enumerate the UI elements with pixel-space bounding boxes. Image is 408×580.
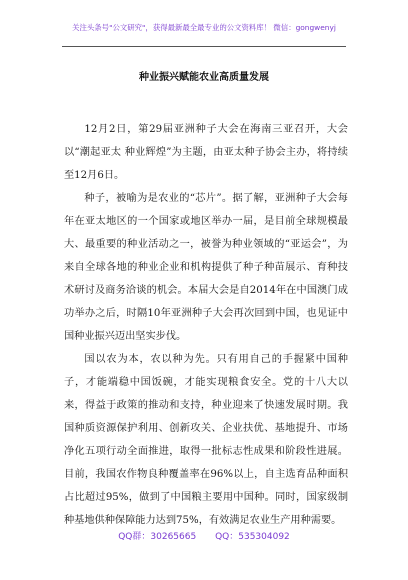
paragraph: 国以农为本，农以种为先。只有用自己的手握紧中国种子，才能端稳中国饭碗，才能实现粮食安全。党的十八大以来，得益于政策的推动和支持，种业迎来了快速发展时期。我国种质资源保护利用、创新攻关、企业扶优、基地提升、市场净化五项行动全面推进，取得一批标志性成果和阶段性进展。目前，我国农作物良种覆盖率在96%以上，自主选育品种面积占比超过95%，做到了中国粮主要用中国种。同时，国家级制种基地供种保障能力达到75%，有效满足农业生产用种需要。 [64, 354, 348, 526]
page-header: 关注头条号"公文研究"，获得最新最全最专业的公文资料库！ 微信：gongwenyj [72, 23, 336, 32]
paragraph: 种子，被喻为是农业的“芯片”。据了解，亚洲种子大会每年在亚太地区的一个国家或地区举办一届，是目前全球规模最大、最重要的种业活动之一，被誉为种业领域的“亚运会”，为来自全球各地的种业企业和机构提供了种子种苗展示、育种技术研讨及商务洽谈的机会。本届大会是自2014年在中国澳门成功举办之后，时隔10年亚洲种子大会再次回到中国，也见证中国种业振兴迈出坚实步伐。 [64, 193, 348, 342]
header-divider [62, 46, 346, 47]
footer-qq: QQ：535304092 [215, 532, 290, 542]
document-body [64, 118, 348, 532]
paragraph: 12月2日，第29届亚洲种子大会在海南三亚召开，大会以“潮起亚太 种业辉煌”为主题，由亚太种子协会主办，将持续至12月6日。 [64, 124, 348, 181]
document-title: 种业振兴赋能农业高质量发展 [139, 72, 269, 83]
page-footer [0, 529, 408, 542]
footer-qq-group: QQ群：30265665 [118, 532, 197, 542]
